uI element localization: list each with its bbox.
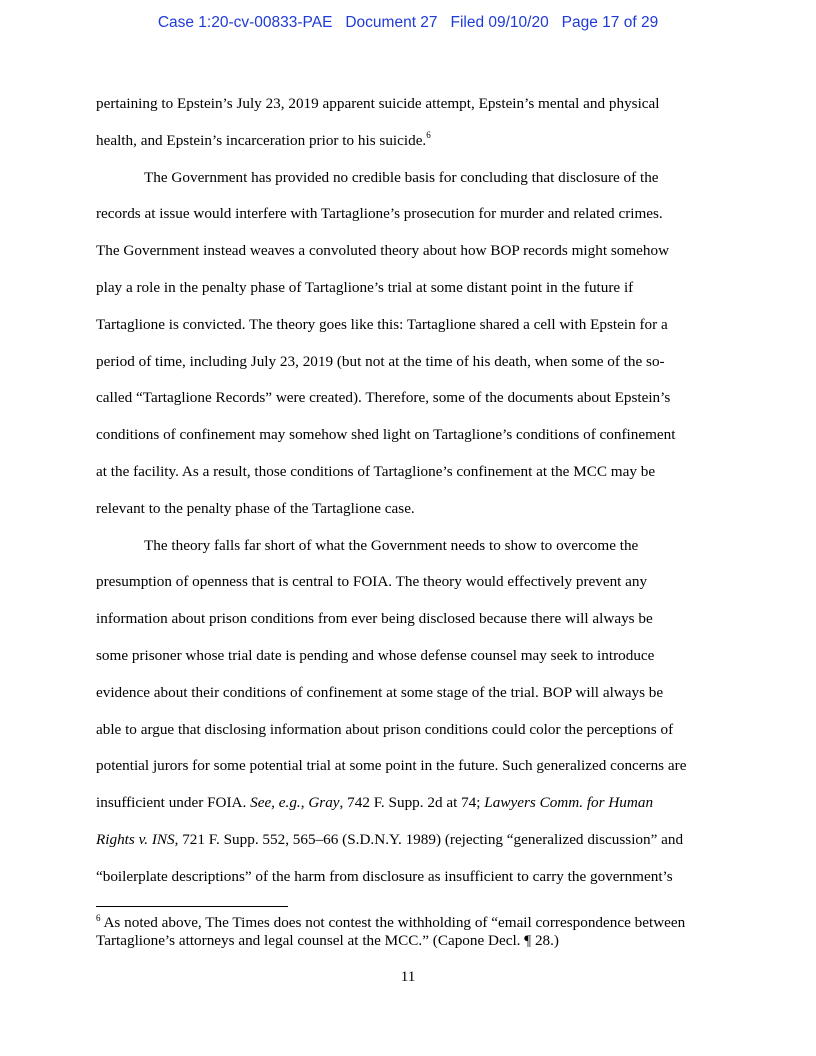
body-line: some prisoner whose trial date is pending and whose defense counsel may seek to introduce bbox=[96, 646, 655, 664]
body-line: Tartaglione is convicted. The theory goes like this: Tartaglione shared a cell with Epstein for a bbox=[96, 315, 668, 333]
body-line: potential jurors for some potential trial at some point in the future. Such generalized concerns are bbox=[96, 757, 687, 775]
page-number: 11 bbox=[400, 968, 416, 985]
body-line: presumption of openness that is central to FOIA. The theory would effectively prevent any bbox=[96, 573, 648, 591]
footnote-ref: 6 bbox=[426, 129, 431, 140]
case-name-rights: Rights v. INS bbox=[96, 830, 175, 848]
case-header bbox=[0, 14, 816, 32]
page-of-total: Page 17 of 29 bbox=[561, 14, 659, 31]
body-line: The theory falls far short of what the Government needs to show to overcome the bbox=[144, 536, 639, 554]
body-line: “boilerplate descriptions” of the harm from disclosure as insufficient to carry the government’s bbox=[96, 867, 673, 885]
case-name-gray: Gray bbox=[308, 794, 340, 812]
body-line: Rights v. INS, 721 F. Supp. 552, 565–66 (S.D.N.Y. 1989) (rejecting “generalized discussion” and bbox=[96, 830, 684, 848]
filed-date: Filed 09/10/20 bbox=[450, 14, 549, 31]
footnote-number: 6 bbox=[96, 913, 101, 923]
signal-italic: See, e.g. bbox=[250, 794, 301, 812]
body-text bbox=[96, 86, 720, 896]
body-line: pertaining to Epstein’s July 23, 2019 apparent suicide attempt, Epstein’s mental and physical bbox=[96, 95, 660, 112]
body-line: play a role in the penalty phase of Tartaglione’s trial at some distant point in the future if bbox=[96, 278, 634, 296]
footnote-divider bbox=[96, 906, 288, 907]
body-line: health, and Epstein’s incarceration prior to his suicide.$^6$ bbox=[96, 129, 431, 149]
case-number: Case 1:20-cv-00833-PAE bbox=[157, 14, 333, 31]
document-number: Document 27 bbox=[345, 14, 438, 31]
body-line: insufficient under FOIA. See, e.g., Gray, 742 F. Supp. 2d at 74; Lawyers Comm. for Human bbox=[96, 794, 654, 812]
body-line: evidence about their conditions of confinement at some stage of the trial. BOP will always be bbox=[96, 683, 664, 701]
body-line: The Government has provided no credible basis for concluding that disclosure of the bbox=[144, 168, 659, 186]
body-line: The Government instead weaves a convoluted theory about how BOP records might somehow bbox=[96, 242, 670, 260]
body-line: able to argue that disclosing information about prison conditions could color the perceptions of bbox=[96, 720, 674, 738]
body-line: conditions of confinement may somehow shed light on Tartaglione’s conditions of confinement bbox=[96, 426, 676, 444]
body-line: at the facility. As a result, those conditions of Tartaglione’s confinement at the MCC may be bbox=[96, 462, 656, 480]
body-line: information about prison conditions from ever being disclosed because there will always be bbox=[96, 610, 653, 628]
body-line: relevant to the penalty phase of the Tartaglione case. bbox=[96, 499, 415, 517]
body-line: period of time, including July 23, 2019 (but not at the time of his death, when some of the so- bbox=[96, 352, 665, 370]
footnote bbox=[96, 914, 726, 950]
body-line: called “Tartaglione Records” were created). Therefore, some of the documents about Epstein’s bbox=[96, 389, 671, 407]
body-line: records at issue would interfere with Tartaglione’s prosecution for murder and related crimes. bbox=[96, 205, 663, 223]
case-name-lawyers: Lawyers Comm. for Human bbox=[484, 794, 654, 812]
footnote-line: Tartaglione’s attorneys and legal counsel at the MCC.” (Capone Decl. ¶ 28.) bbox=[96, 932, 559, 949]
footnote-line: $^6$ As noted above, The Times does not contest the withholding of “email correspondence between bbox=[96, 913, 686, 931]
